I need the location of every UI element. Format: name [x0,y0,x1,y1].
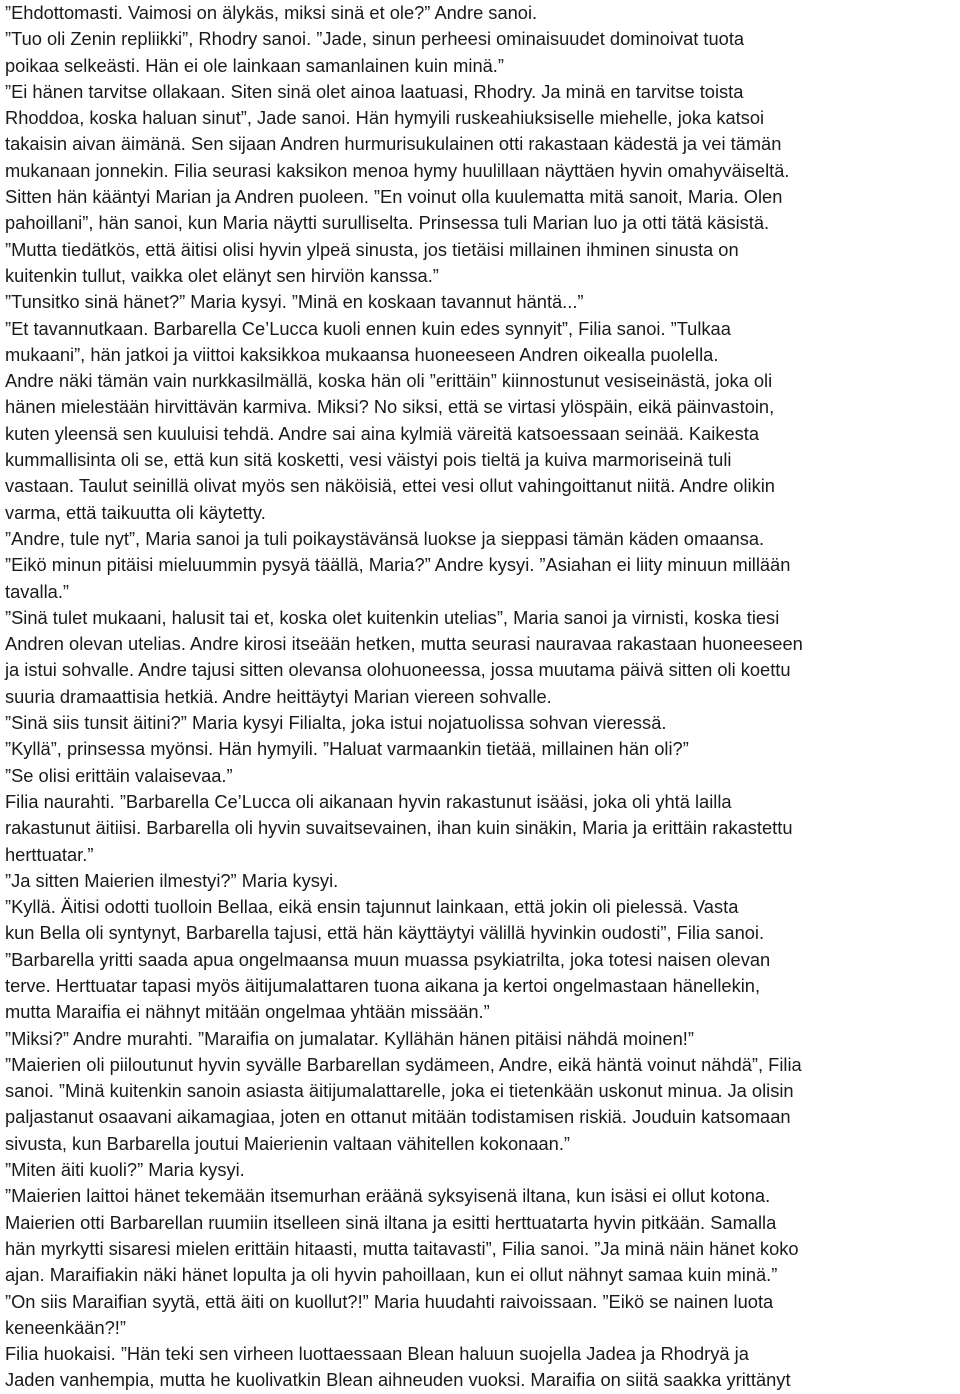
text-line: Filia huokaisi. ”Hän teki sen virheen luottaessaan Blean haluun suojella Jadea ja Rhodryä ja [5,1343,749,1365]
text-line: Filia naurahti. ”Barbarella Ce’Lucca oli aikanaan hyvin rakastunut isääsi, joka oli yhtä lailla [5,790,732,812]
text-line: ”Ja sitten Maierien ilmestyi?” Maria kysyi. [5,869,339,891]
text-line: kun Bella oli syntynyt, Barbarella tajusi, että hän käyttäytyi välillä hyvinkin oudosti”, Filia sanoi. [5,922,765,944]
text-line: terve. Herttuatar tapasi myös äitijumalattaren tuona aikana ja kertoi ongelmastaan hänellekin, [5,974,761,996]
text-line: kuitenkin tullut, vaikka olet elänyt sen hirviön kanssa.” [5,264,439,286]
text-line: ajan. Maraifiakin näki hänet lopulta ja oli hyvin pahoillaan, kun ei ollut nähnyt samaa kuin minä.” [5,1264,778,1286]
text-line: herttuatar.” [5,843,94,865]
text-line: sivusta, kun Barbarella joutui Maierienin valtaan vähitellen kokonaan.” [5,1132,571,1154]
text-line: kuten yleensä sen kuuluisi tehdä. Andre sai aina kylmiä väreitä katsoessaan seinää. Kaikesta [5,422,760,444]
text-line: keneenkään?!” [5,1316,126,1338]
text-line: vastaan. Taulut seinillä olivat myös sen näköisiä, ettei vesi ollut vahingoittanut niitä. Andre olikin [5,475,775,497]
text-line: ”Andre, tule nyt”, Maria sanoi ja tuli poikaystävänsä luokse ja sieppasi tämän käden omaansa. [5,527,765,549]
text-line: ”Mutta tiedätkös, että äitisi olisi hyvin ylpeä sinusta, jos tietäisi millainen ihminen sinusta on [5,238,739,260]
text-line: rakastunut äitiisi. Barbarella oli hyvin suvaitsevainen, ihan kuin sinäkin, Maria ja erittäin rakastettu [5,817,793,839]
text-line: sanoi. ”Minä kuitenkin sanoin asiasta äitijumalattarelle, joka ei tietenkään uskonut minua. Ja olisin [5,1080,794,1102]
text-line: ”Eikö minun pitäisi mieluummin pysyä täällä, Maria?” Andre kysyi. ”Asiahan ei liity minuun millään [5,554,791,576]
text-line: mutta Maraifia ei nähnyt mitään ongelmaa yhtään missään.” [5,1001,490,1023]
text-line: hänen mielestään hirvittävän karmiva. Miksi? No siksi, että se virtasi ylöspäin, eikä päinvastoin, [5,396,775,418]
text-line: takaisin aivan äimänä. Sen sijaan Andren hurmurisukulainen otti rakastaan kädestä ja vei tämän [5,133,782,155]
text-line: ”Se olisi erittäin valaisevaa.” [5,764,233,786]
text-line: paljastanut osaavani aikamagiaa, joten en ottanut mitään todistamisen riskiä. Jouduin katsomaan [5,1106,791,1128]
text-line: ”Kyllä. Äitisi odotti tuolloin Bellaa, eikä ensin tajunnut lainkaan, että jokin oli pielessä. Vasta [5,896,739,918]
text-line: Andre näki tämän vain nurkkasilmällä, koska hän oli ”erittäin” kiinnostunut vesiseinästä, joka oli [5,370,773,392]
text-line: tavalla.” [5,580,70,602]
text-line: ”Miksi?” Andre murahti. ”Maraifia on jumalatar. Kyllähän hänen pitäisi nähdä moinen!” [5,1027,694,1049]
text-line: ”Ehdottomasti. Vaimosi on älykäs, miksi sinä et ole?” Andre sanoi. [5,2,538,23]
text-line: Jaden vanhempia, mutta he kuolivatkin Blean aihneuden vuoksi. Maraifia on siitä saakka yrittänyt [5,1369,791,1391]
text-line: ”Tunsitko sinä hänet?” Maria kysyi. ”Minä en koskaan tavannut häntä...” [5,291,584,313]
text-line: suuria dramaattisia hetkiä. Andre heittäytyi Marian viereen sohvalle. [5,685,552,707]
text-line: ”Ei hänen tarvitse ollakaan. Siten sinä olet ainoa laatuasi, Rhodry. Ja minä en tarvitse toista [5,80,744,102]
text-line: ”Sinä tulet mukaani, halusit tai et, koska olet kuitenkin utelias”, Maria sanoi ja virnisti, koska tiesi [5,606,780,628]
text-line: pahoillani”, hän sanoi, kun Maria näytti surulliselta. Prinsessa tuli Marian luo ja otti tätä käsistä. [5,212,770,234]
text-line: mukaani”, hän jatkoi ja viittoi kaksikkoa mukaansa huoneeseen Andren oikealla puolella. [5,343,719,365]
text-line: Sitten hän kääntyi Marian ja Andren puoleen. ”En voinut olla kuulematta mitä sanoit, Maria. Olen [5,186,783,208]
text-line: ”Et tavannutkaan. Barbarella Ce’Lucca kuoli ennen kuin edes synnyit”, Filia sanoi. ”Tulkaa [5,317,731,339]
text-line: ”Tuo oli Zenin repliikki”, Rhodry sanoi. ”Jade, sinun perheesi ominaisuudet dominoivat tuota [5,28,745,50]
text-line: ”Barbarella yritti saada apua ongelmaansa muun muassa psykiatrilta, joka totesi naisen olevan [5,948,771,970]
text-line: hän myrkytti sisaresi mielen erittäin hitaasti, mutta taitavasti”, Filia sanoi. ”Ja minä näin hänet koko [5,1237,799,1259]
text-line: ja istui sohvalle. Andre tajusi sitten olevansa olohuoneessa, jossa muutama päivä sitten oli koettu [5,659,791,681]
document-page [5,0,955,1394]
text-line: ”Sinä siis tunsit äitini?” Maria kysyi Filialta, joka istui nojatuolissa sohvan vieressä. [5,712,667,734]
text-line: Andren olevan utelias. Andre kirosi itseään hetken, mutta seurasi nauravaa rakastaan huoneeseen [5,633,803,655]
text-line: ”Maierien laittoi hänet tekemään itsemurhan eräänä syksyisenä iltana, kun isäsi ei ollut kotona. [5,1185,771,1207]
text-line: ”On siis Maraifian syytä, että äiti on kuollut?!” Maria huudahti raivoissaan. ”Eikö se nainen luota [5,1290,774,1312]
text-line: ”Miten äiti kuoli?” Maria kysyi. [5,1159,245,1181]
text-line: Rhoddoa, koska haluan sinut”, Jade sanoi. Hän hymyili ruskeahiuksiselle miehelle, joka katsoi [5,107,765,129]
text-line: mukanaan jonnekin. Filia seurasi kaksikon menoa hymy huulillaan näyttäen hyvin omahyväiseltä. [5,159,790,181]
text-line: poikaa selkeästi. Hän ei ole lainkaan samanlainen kuin minä.” [5,54,504,76]
text-line: varma, että taikuutta oli käytetty. [5,501,266,523]
text-line: ”Kyllä”, prinsessa myönsi. Hän hymyili. ”Haluat varmaankin tietää, millainen hän oli?” [5,738,689,760]
text-line: kummallisinta oli se, että kun sitä kosketti, vesi väistyi pois tieltä ja kuiva marmoriseinä tuli [5,449,732,471]
text-line: Maierien otti Barbarellan ruumiin itselleen sinä iltana ja esitti herttuatarta hyvin pitkään. Samalla [5,1211,777,1233]
text-line: ”Maierien oli piiloutunut hyvin syvälle Barbarellan sydämeen, Andre, eikä häntä voinut nähdä”, Filia [5,1053,802,1075]
